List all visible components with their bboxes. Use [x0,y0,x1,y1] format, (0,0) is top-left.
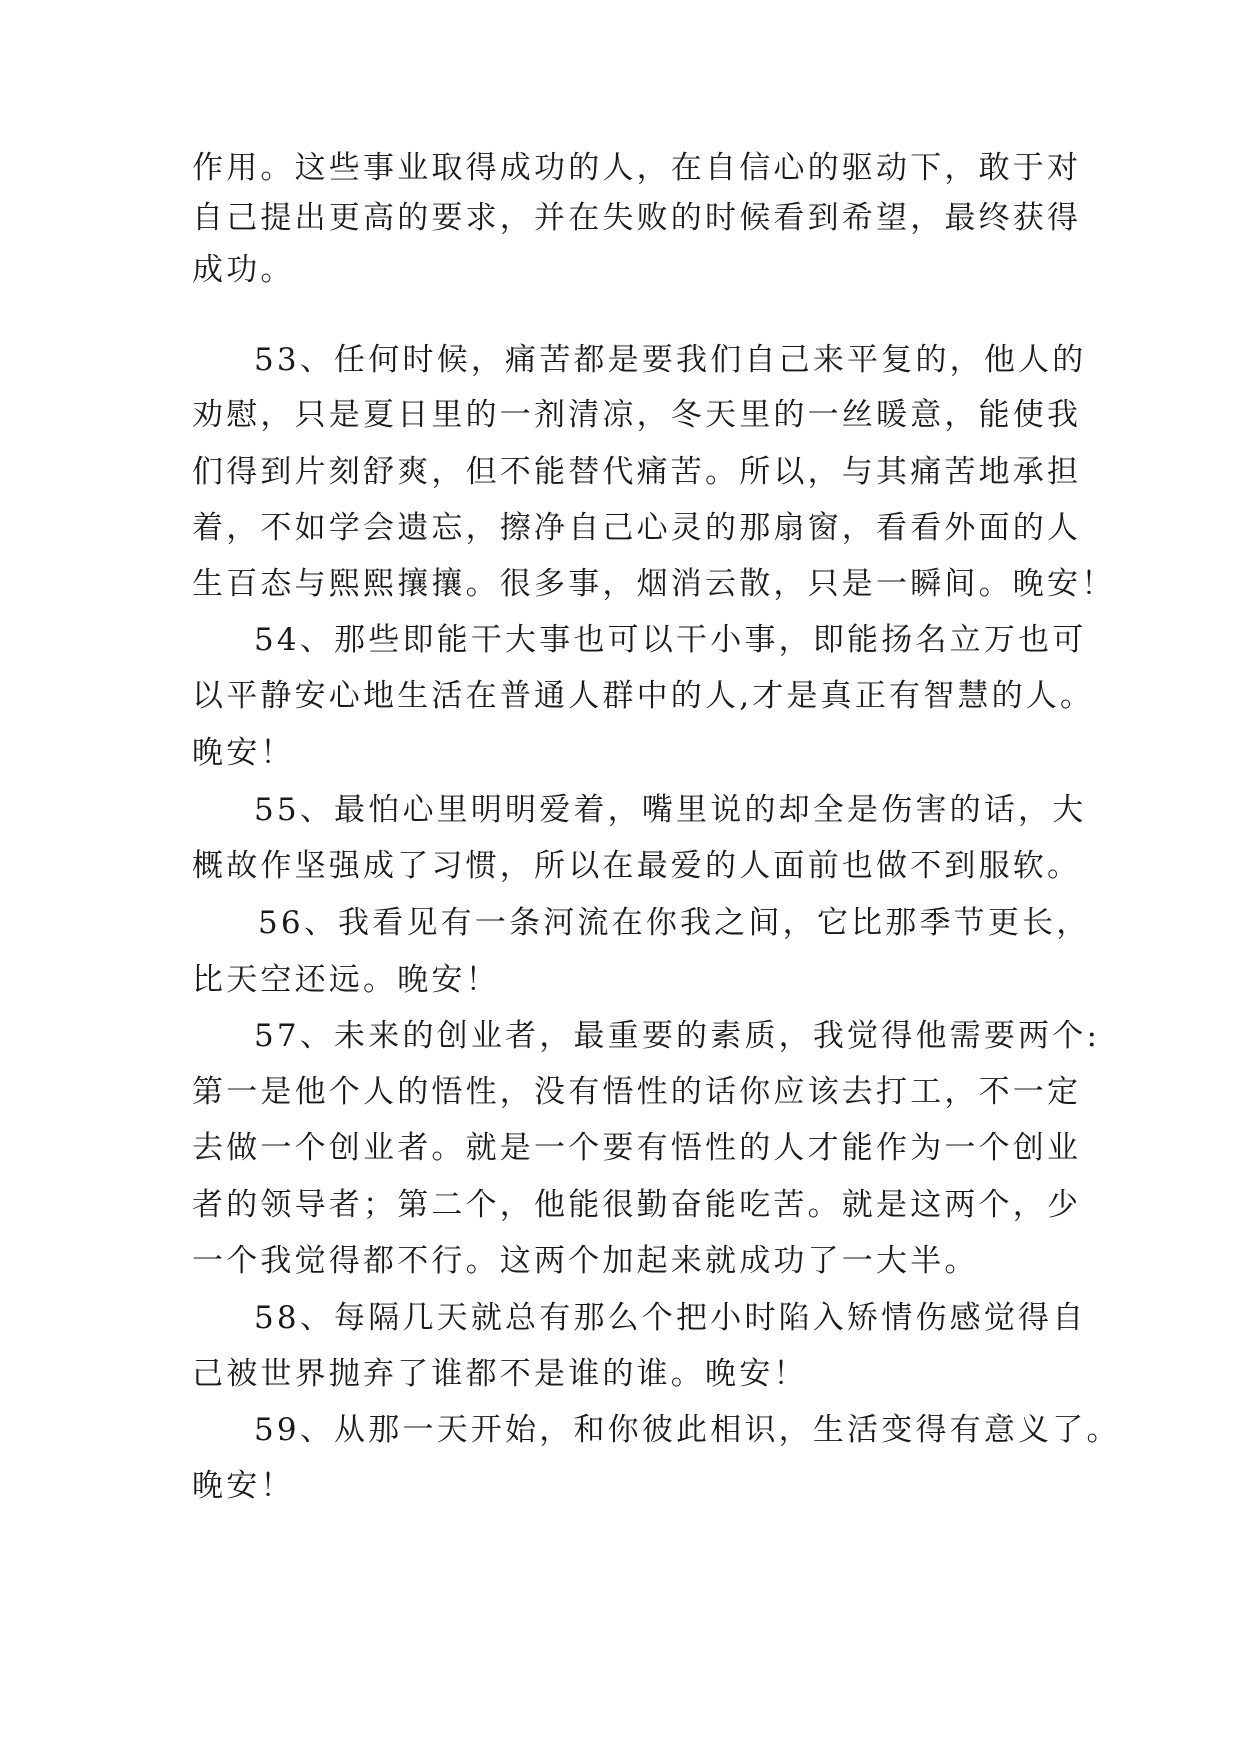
text-line: 比天空还远。晚安！ [192,962,500,998]
paragraph-58-line: 58、每隔几天就总有那么个把小时陷入矫情伤感觉得自 [254,1300,1087,1336]
text-line: 第一是他个人的悟性，没有悟性的话你应该去打工，不一定 [192,1074,1082,1110]
text-line: 以平静安心地生活在普通人群中的人,才是真正有智慧的人。 [192,678,1095,714]
text-line: 着，不如学会遗忘，擦净自己心灵的那扇窗，看看外面的人 [192,510,1082,546]
text-line: 成功。 [192,252,295,288]
text-line: 者的领导者；第二个，他能很勤奋能吃苦。就是这两个，少 [192,1187,1082,1223]
text-line: 去做一个创业者。就是一个要有悟性的人才能作为一个创业 [192,1130,1082,1166]
paragraph-53-line: 53、任何时候，痛苦都是要我们自己来平复的，他人的 [254,342,1087,378]
text-line: 自己提出更高的要求，并在失败的时候看到希望，最终获得 [192,200,1082,236]
text-line: 晚安！ [192,1468,295,1504]
paragraph-59-line: 59、从那一天开始，和你彼此相识，生活变得有意义了。 [254,1412,1121,1448]
text-line: 一个我觉得都不行。这两个加起来就成功了一大半。 [192,1243,979,1279]
text-line: 概故作坚强成了习惯，所以在最爱的人面前也做不到服软。 [192,848,1082,884]
text-line: 己被世界抛弃了谁都不是谁的谁。晚安！ [192,1356,808,1392]
text-line: 们得到片刻舒爽，但不能替代痛苦。所以，与其痛苦地承担 [192,454,1082,490]
text-line: 生百态与熙熙攘攘。很多事，烟消云散，只是一瞬间。晚安！ [192,566,1116,602]
text-line: 作用。这些事业取得成功的人，在自信心的驱动下，敢于对 [192,150,1082,186]
paragraph-56-line: 56、我看见有一条河流在你我之间，它比那季节更长， [258,905,1091,941]
paragraph-57-line: 57、未来的创业者，最重要的素质，我觉得他需要两个: [254,1018,1101,1054]
paragraph-54-line: 54、那些即能干大事也可以干小事，即能扬名立万也可 [254,622,1087,658]
text-line: 劝慰，只是夏日里的一剂清凉，冬天里的一丝暖意，能使我 [192,397,1082,433]
text-line: 晚安！ [192,735,295,771]
paragraph-55-line: 55、最怕心里明明爱着，嘴里说的却全是伤害的话，大 [254,792,1087,828]
